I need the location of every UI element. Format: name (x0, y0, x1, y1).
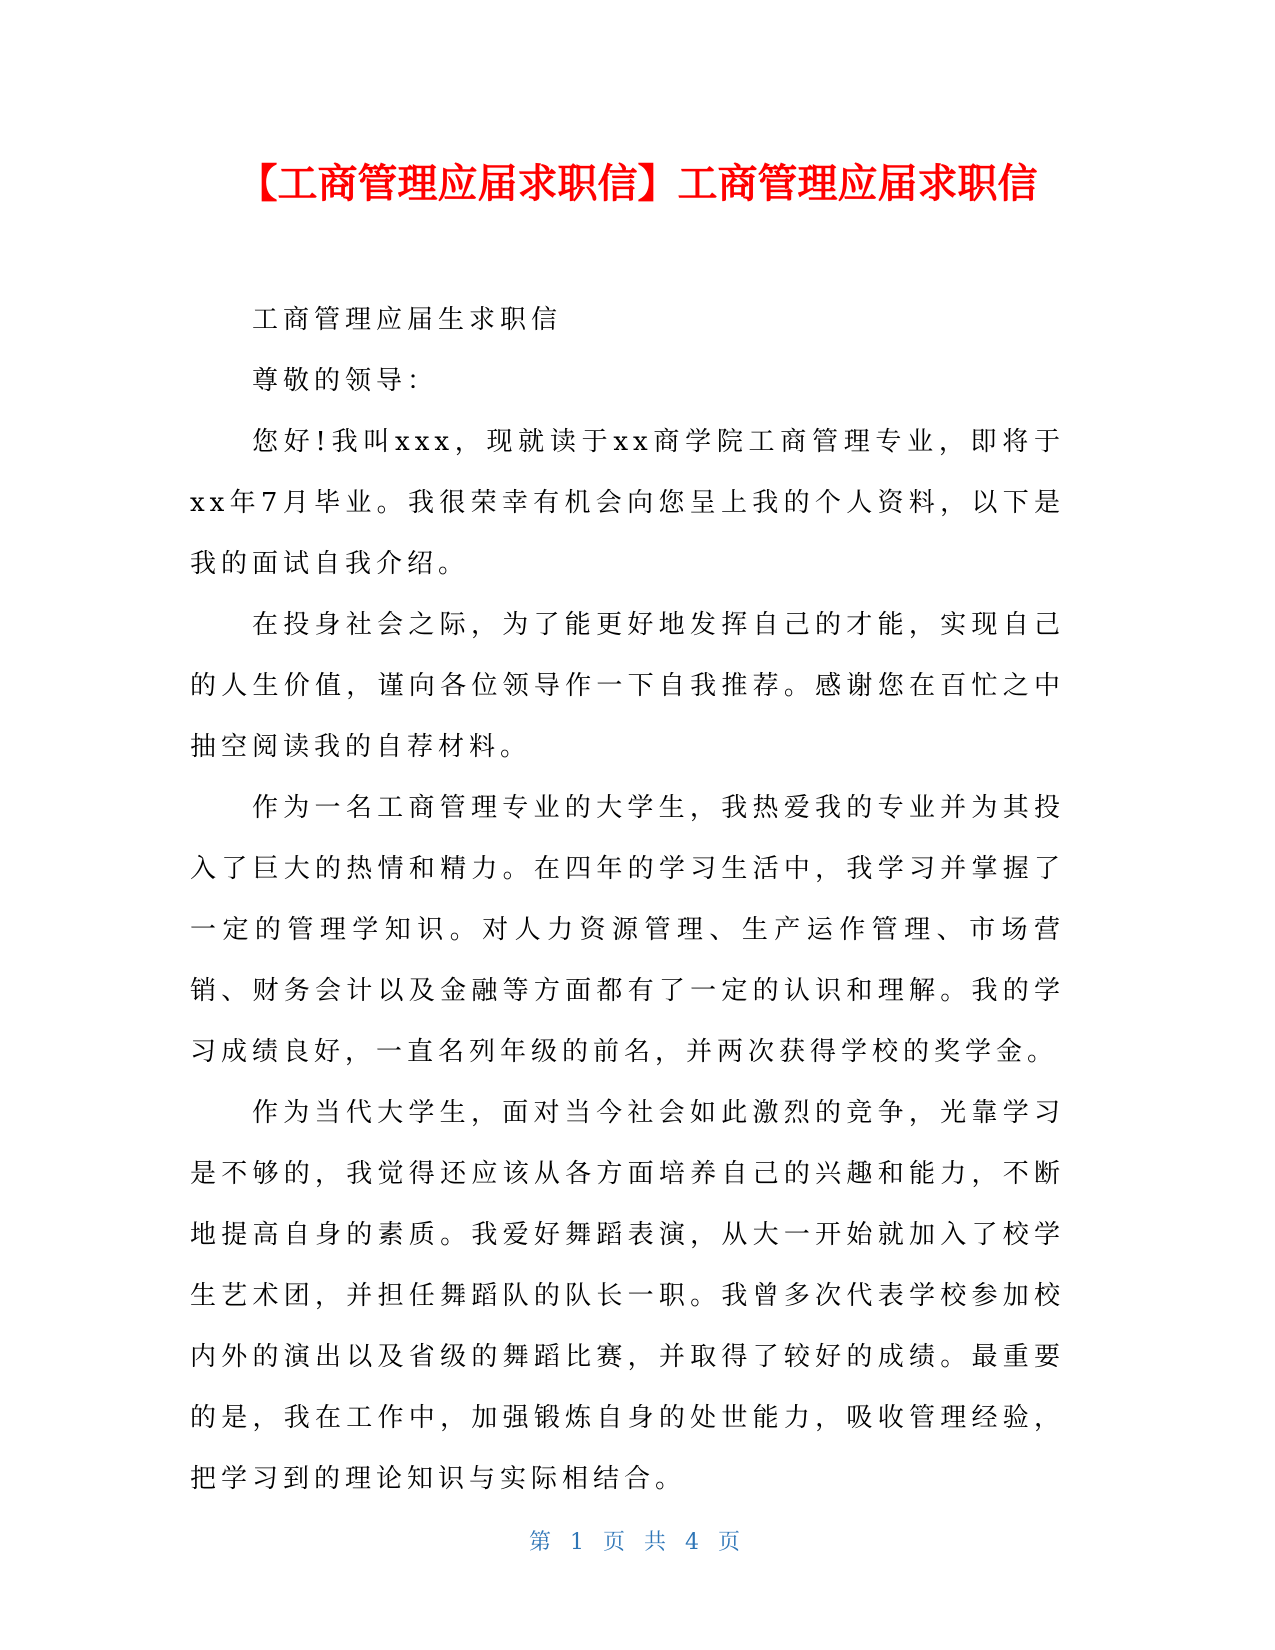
document-title: 【工商管理应届求职信】工商管理应届求职信 (237, 161, 1038, 207)
paragraph-intro: 您好!我叫xxx，现就读于xx商学院工商管理专业，即将于xx年7月毕业。我很荣幸有机会向您呈上我的个人资料，以下是我的面试自我介绍。 (190, 427, 1065, 579)
page-number-footer: 第 1 页 共 4 页 (529, 1530, 746, 1555)
document-body (190, 290, 1065, 1510)
paragraph-subject: 工商管理应届生求职信 (252, 305, 563, 335)
paragraph-salutation: 尊敬的领导： (252, 366, 439, 396)
paragraph-recommendation: 在投身社会之际，为了能更好地发挥自己的才能，实现自己的人生价值，谨向各位领导作一下自我推荐。感谢您在百忙之中抽空阅读我的自荐材料。 (190, 610, 1065, 762)
paragraph-study: 作为一名工商管理专业的大学生，我热爱我的专业并为其投入了巨大的热情和精力。在四年的学习生活中，我学习并掌握了一定的管理学知识。对人力资源管理、生产运作管理、市场营销、财务会计以及金融等方面都有了一定的认识和理解。我的学习成绩良好，一直名列年级的前名，并两次获得学校的奖学金。 (190, 793, 1065, 1067)
paragraph-activities: 作为当代大学生，面对当今社会如此激烈的竞争，光靠学习是不够的，我觉得还应该从各方面培养自己的兴趣和能力，不断地提高自身的素质。我爱好舞蹈表演，从大一开始就加入了校学生艺术团，并担任舞蹈队的队长一职。我曾多次代表学校参加校内外的演出以及省级的舞蹈比赛，并取得了较好的成绩。最重要的是，我在工作中，加强锻炼自身的处世能力，吸收管理经验，把学习到的理论知识与实际相结合。 (190, 1098, 1065, 1494)
